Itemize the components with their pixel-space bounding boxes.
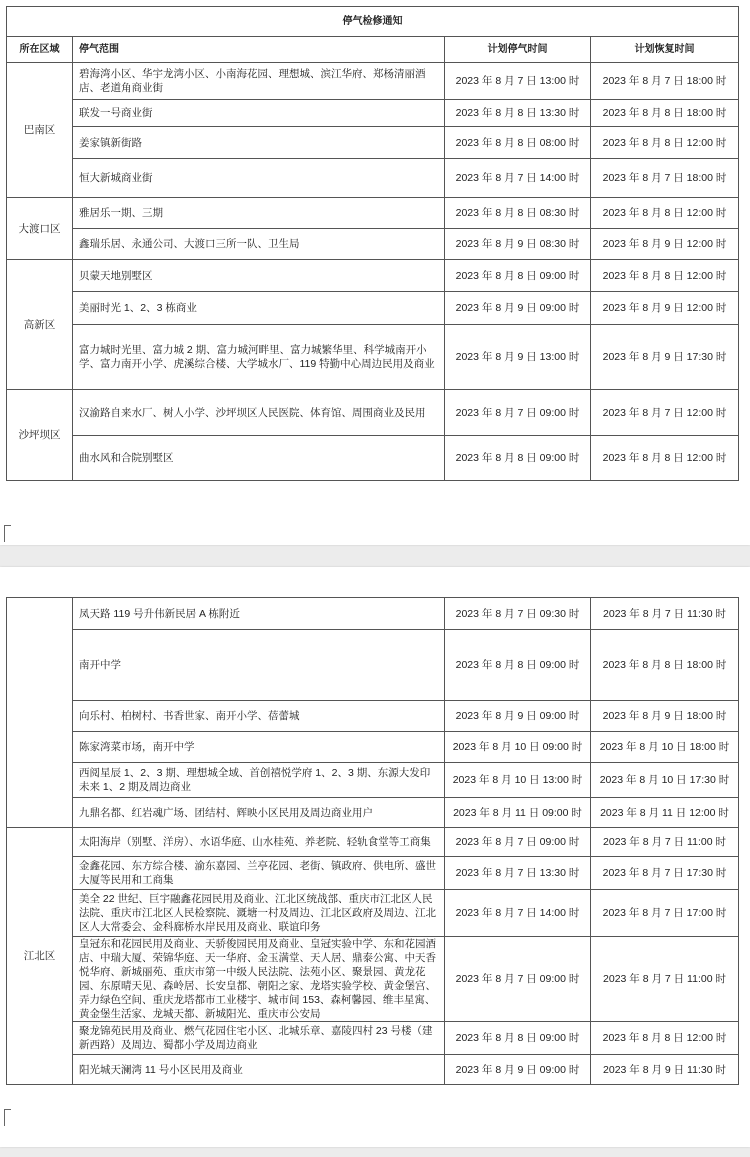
table-row	[7, 229, 739, 260]
header-district: 所在区域	[7, 37, 73, 63]
stop-time-cell: 2023 年 8 月 7 日 09:00 时	[445, 937, 591, 1022]
restore-time-cell: 2023 年 8 月 10 日 17:30 时	[591, 763, 739, 798]
restore-time-cell: 2023 年 8 月 9 日 11:30 时	[591, 1055, 739, 1085]
stop-time-cell: 2023 年 8 月 9 日 09:00 时	[445, 1055, 591, 1085]
restore-time-cell: 2023 年 8 月 8 日 12:00 时	[591, 1022, 739, 1055]
outage-range-cell: 皇冠东和花园民用及商业、天骄俊园民用及商业、皇冠实验中学、东和花园酒店、中瑞大厦、荣锦华庭、天一华府、金玉满堂、天人居、鼎泰公寓、中天香悦华府、新城丽苑、重庆市第一中级人民法院、法苑小区、聚景园、黄龙花园、东原晴天见、森岭居、长安皇都、朝阳之家、龙塔实验学校、黄金堡宫、弄力绿色空间、重庆龙塔都市工业楼宇、城市间 153、森柯馨园、维丰星寓、黄金堡生活家、龙城天都、新城阳光、重庆市公安局	[73, 937, 445, 1022]
table-row	[7, 630, 739, 701]
outage-table-2	[6, 597, 739, 1085]
page-corner-mark	[4, 1109, 11, 1126]
outage-range-cell: 联发一号商业街	[73, 100, 445, 127]
table-row	[7, 732, 739, 763]
stop-time-cell: 2023 年 8 月 8 日 08:30 时	[445, 198, 591, 229]
outage-range-cell: 陈家湾菜市场，南开中学	[73, 732, 445, 763]
table-row	[7, 436, 739, 481]
document-page-2	[0, 567, 750, 1147]
outage-range-cell: 向乐村、柏树村、书香世家、南开小学、蓓蕾城	[73, 701, 445, 732]
restore-time-cell: 2023 年 8 月 9 日 17:30 时	[591, 325, 739, 390]
table-row	[7, 1022, 739, 1055]
outage-range-cell: 曲水风和合院别墅区	[73, 436, 445, 481]
district-cell: 高新区	[7, 260, 73, 390]
restore-time-cell: 2023 年 8 月 9 日 12:00 时	[591, 229, 739, 260]
stop-time-cell: 2023 年 8 月 7 日 09:00 时	[445, 390, 591, 436]
page-corner-mark	[4, 525, 11, 542]
stop-time-cell: 2023 年 8 月 9 日 09:00 时	[445, 292, 591, 325]
header-range: 停气范围	[73, 37, 445, 63]
restore-time-cell: 2023 年 8 月 7 日 17:30 时	[591, 857, 739, 890]
outage-range-cell: 鑫瑞乐居、永通公司、大渡口三所一队、卫生局	[73, 229, 445, 260]
district-cell: 巴南区	[7, 63, 73, 198]
table-row	[7, 763, 739, 798]
restore-time-cell: 2023 年 8 月 8 日 12:00 时	[591, 198, 739, 229]
district-cell: 大渡口区	[7, 198, 73, 260]
stop-time-cell: 2023 年 8 月 7 日 13:00 时	[445, 63, 591, 100]
outage-range-cell: 美丽时光 1、2、3 栋商业	[73, 292, 445, 325]
outage-range-cell: 凤天路 119 号升伟新民居 A 栋附近	[73, 598, 445, 630]
restore-time-cell: 2023 年 8 月 11 日 12:00 时	[591, 798, 739, 828]
stop-time-cell: 2023 年 8 月 10 日 13:00 时	[445, 763, 591, 798]
restore-time-cell: 2023 年 8 月 7 日 11:00 时	[591, 937, 739, 1022]
table-row	[7, 890, 739, 937]
stop-time-cell: 2023 年 8 月 8 日 13:30 时	[445, 100, 591, 127]
restore-time-cell: 2023 年 8 月 7 日 18:00 时	[591, 159, 739, 198]
table-row	[7, 292, 739, 325]
restore-time-cell: 2023 年 8 月 8 日 12:00 时	[591, 260, 739, 292]
stop-time-cell: 2023 年 8 月 9 日 09:00 时	[445, 701, 591, 732]
stop-time-cell: 2023 年 8 月 10 日 09:00 时	[445, 732, 591, 763]
table-row	[7, 198, 739, 229]
stop-time-cell: 2023 年 8 月 7 日 14:00 时	[445, 159, 591, 198]
header-stop-time: 计划停气时间	[445, 37, 591, 63]
table-row	[7, 798, 739, 828]
notice-title-row	[7, 7, 739, 37]
outage-range-cell: 恒大新城商业街	[73, 159, 445, 198]
table-row	[7, 1055, 739, 1085]
table-row	[7, 127, 739, 159]
district-cell	[7, 598, 73, 828]
restore-time-cell: 2023 年 8 月 9 日 12:00 时	[591, 292, 739, 325]
stop-time-cell: 2023 年 8 月 9 日 08:30 时	[445, 229, 591, 260]
outage-range-cell: 南开中学	[73, 630, 445, 701]
stop-time-cell: 2023 年 8 月 8 日 09:00 时	[445, 260, 591, 292]
table-row	[7, 857, 739, 890]
outage-range-cell: 阳光城天澜湾 11 号小区民用及商业	[73, 1055, 445, 1085]
stop-time-cell: 2023 年 8 月 7 日 09:00 时	[445, 828, 591, 857]
outage-range-cell: 美全 22 世纪、巨宇融鑫花园民用及商业、江北区统战部、重庆市江北区人民法院、重庆市江北区人民检察院、溉塘一村及周边、江北区政府及周边、江北区人大常委会、金科廊桥水岸民用及商业、联谊印务	[73, 890, 445, 937]
restore-time-cell: 2023 年 8 月 8 日 18:00 时	[591, 100, 739, 127]
table-row	[7, 260, 739, 292]
stop-time-cell: 2023 年 8 月 9 日 13:00 时	[445, 325, 591, 390]
restore-time-cell: 2023 年 8 月 8 日 12:00 时	[591, 127, 739, 159]
outage-range-cell: 金鑫花园、东方综合楼、渝东嘉园、兰亭花园、老街、镇政府、供电所、盛世大厦等民用和工商集	[73, 857, 445, 890]
restore-time-cell: 2023 年 8 月 7 日 17:00 时	[591, 890, 739, 937]
outage-table-1	[6, 6, 739, 481]
stop-time-cell: 2023 年 8 月 8 日 08:00 时	[445, 127, 591, 159]
table-row	[7, 937, 739, 1022]
table-row	[7, 701, 739, 732]
outage-range-cell: 九鼎名都、红岩魂广场、团结村、辉映小区民用及周边商业用户	[73, 798, 445, 828]
district-cell: 沙坪坝区	[7, 390, 73, 481]
table-row	[7, 390, 739, 436]
restore-time-cell: 2023 年 8 月 7 日 18:00 时	[591, 63, 739, 100]
stop-time-cell: 2023 年 8 月 8 日 09:00 时	[445, 1022, 591, 1055]
table-row	[7, 598, 739, 630]
document-page-1	[0, 0, 750, 545]
table-row	[7, 159, 739, 198]
stop-time-cell: 2023 年 8 月 11 日 09:00 时	[445, 798, 591, 828]
table-row	[7, 100, 739, 127]
stop-time-cell: 2023 年 8 月 8 日 09:00 时	[445, 630, 591, 701]
outage-range-cell: 富力城时光里、富力城 2 期、富力城河畔里、富力城繁华里、科学城南开小学、富力南开小学、虎溪综合楼、大学城水厂、119 特勤中心周边民用及商业	[73, 325, 445, 390]
restore-time-cell: 2023 年 8 月 7 日 12:00 时	[591, 390, 739, 436]
table-row	[7, 325, 739, 390]
restore-time-cell: 2023 年 8 月 10 日 18:00 时	[591, 732, 739, 763]
table-header-row	[7, 37, 739, 63]
outage-range-cell: 碧海湾小区、华宇龙湾小区、小南海花园、理想城、滨江华府、郑杨清丽酒店、老道角商业街	[73, 63, 445, 100]
table-row	[7, 63, 739, 100]
restore-time-cell: 2023 年 8 月 9 日 18:00 时	[591, 701, 739, 732]
district-cell: 江北区	[7, 828, 73, 1085]
restore-time-cell: 2023 年 8 月 8 日 12:00 时	[591, 436, 739, 481]
restore-time-cell: 2023 年 8 月 7 日 11:30 时	[591, 598, 739, 630]
outage-range-cell: 贝蒙天地别墅区	[73, 260, 445, 292]
stop-time-cell: 2023 年 8 月 7 日 14:00 时	[445, 890, 591, 937]
stop-time-cell: 2023 年 8 月 8 日 09:00 时	[445, 436, 591, 481]
outage-range-cell: 姜家镇新街路	[73, 127, 445, 159]
table-row	[7, 828, 739, 857]
stop-time-cell: 2023 年 8 月 7 日 09:30 时	[445, 598, 591, 630]
restore-time-cell: 2023 年 8 月 8 日 18:00 时	[591, 630, 739, 701]
restore-time-cell: 2023 年 8 月 7 日 11:00 时	[591, 828, 739, 857]
outage-range-cell: 雅居乐一期、三期	[73, 198, 445, 229]
outage-range-cell: 西阅星辰 1、2、3 期、理想城全域、首创禧悦学府 1、2、3 期、东源大发印未来 1、2 期及周边商业	[73, 763, 445, 798]
outage-range-cell: 聚龙锦苑民用及商业、燃气花园住宅小区、北城乐章、嘉陵四村 23 号楼（建新西路）及周边、蜀都小学及周边商业	[73, 1022, 445, 1055]
header-restore-time: 计划恢复时间	[591, 37, 739, 63]
notice-title: 停气检修通知	[7, 7, 739, 37]
outage-range-cell: 汉渝路自来水厂、树人小学、沙坪坝区人民医院、体育馆、周围商业及民用	[73, 390, 445, 436]
outage-range-cell: 太阳海岸（别墅、洋房）、水语华庭、山水桂苑、养老院、轻轨食堂等工商集	[73, 828, 445, 857]
stop-time-cell: 2023 年 8 月 7 日 13:30 时	[445, 857, 591, 890]
